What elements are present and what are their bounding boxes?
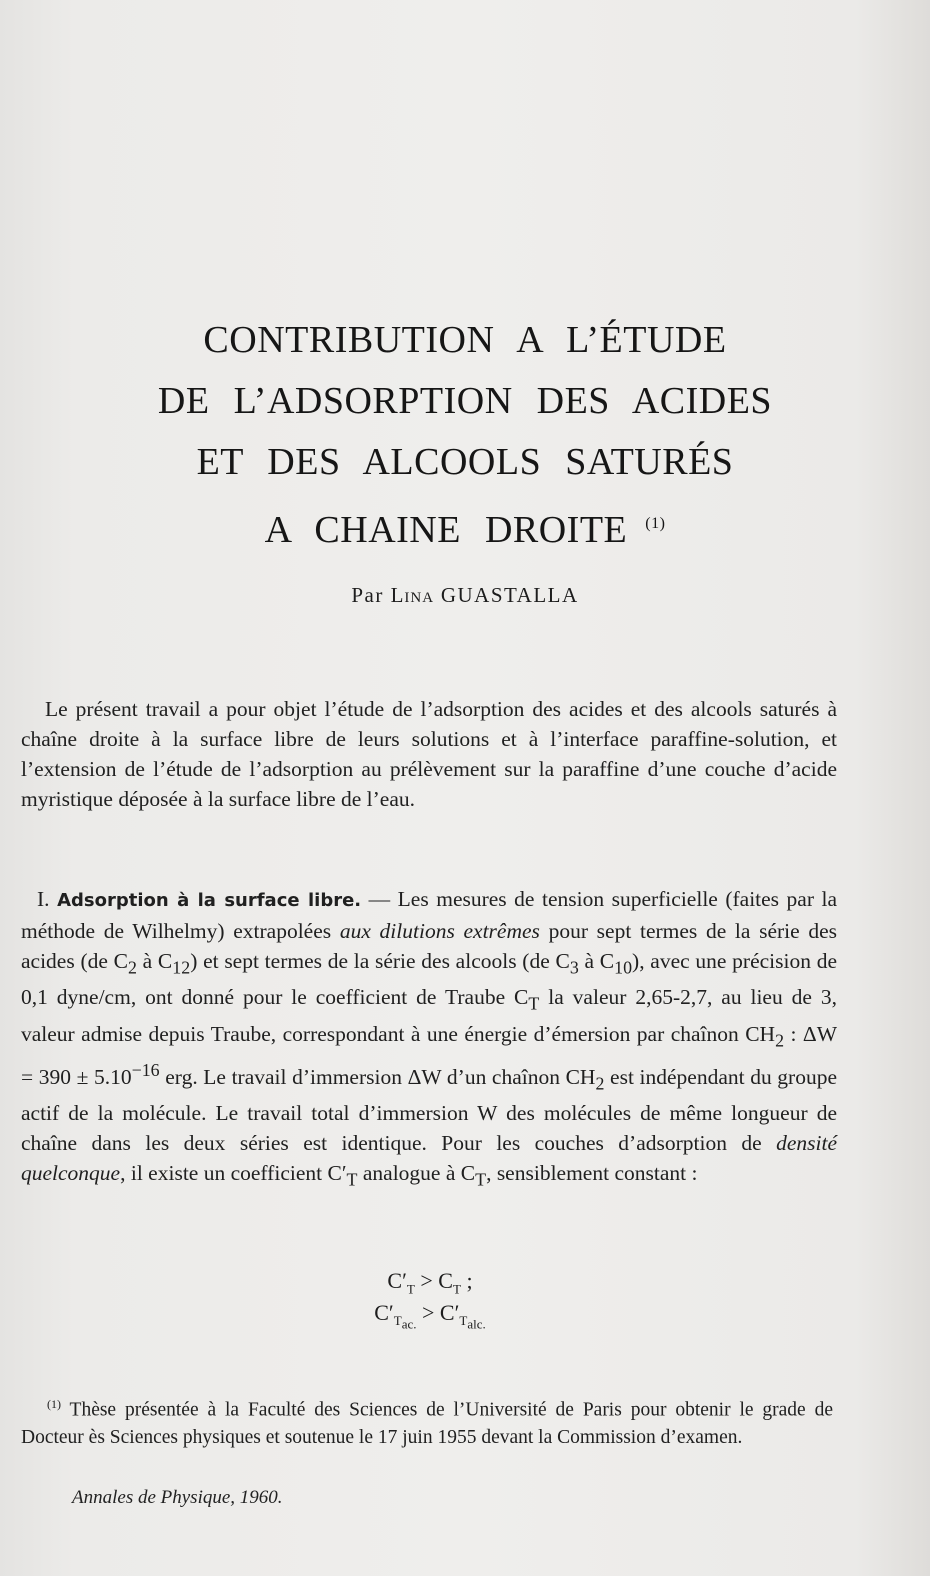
formula-subscript-main: T — [459, 1313, 468, 1329]
subscript: 12 — [172, 957, 191, 978]
text-run: : ΔW = 390 ± 5.10 — [21, 1021, 838, 1090]
emphasis-run: aux dilutions extrêmes — [339, 919, 540, 943]
formula-term: C′ — [374, 1300, 394, 1325]
text-run: à C — [142, 949, 173, 973]
title-line-4-text: A CHAINE DROITE — [264, 509, 628, 551]
subscript: T — [528, 993, 540, 1014]
text-run: est indépendant du groupe actif de la molécule. Le travail total d’immersion W des molécules de même longueur de chaîne dans les deux séries est identique. Pour les couches d’adsorption de — [21, 1065, 838, 1156]
formula-subscript: T — [452, 1281, 461, 1297]
author-line — [0, 583, 930, 608]
formula-punctuation: ; — [466, 1268, 473, 1293]
author-last-name: GUASTALLA — [440, 583, 579, 607]
formula-term: C′ — [439, 1300, 460, 1325]
text-run: erg. Le travail d’immersion ΔW d’un chaînon CH — [165, 1065, 596, 1090]
text-run: ) et sept termes de la série des alcools (de C — [190, 949, 570, 973]
section-dash: — — [368, 887, 391, 911]
subscript: 3 — [569, 957, 579, 978]
title-line-1: CONTRIBUTION A L’ÉTUDE — [203, 319, 727, 361]
journal-reference: Annales de Physique, 1960. — [72, 1487, 283, 1508]
formula-subscript — [393, 1313, 417, 1332]
author-first-name: Lina — [390, 583, 435, 607]
text-run: la valeur 2,65-2,7, au lieu de 3, valeur admise depuis Traube, correspondant à une énergie d’émersion par chaînon CH — [21, 985, 837, 1046]
formula-subscript-secondary: alc. — [467, 1316, 486, 1332]
formula-operator: > — [420, 1268, 433, 1293]
subscript: T — [346, 1169, 358, 1190]
formula-subscript-main: T — [393, 1313, 402, 1329]
subscript: 10 — [614, 957, 633, 978]
title-line-3: ET DES ALCOOLS SATURÉS — [196, 441, 734, 483]
footnote-mark: (1) — [47, 1397, 61, 1411]
subscript: 2 — [775, 1029, 785, 1050]
text-run: ), avec une précision de 0,1 dyne/cm, ont donné pour le coefficient de Traube C — [21, 949, 838, 1010]
formula-operator: > — [421, 1300, 435, 1325]
formula-subscript-secondary: ac. — [401, 1316, 417, 1332]
text-run: Les mesures de tension superficielle (faites par la méthode de Wilhelmy) extrapolées — [21, 887, 838, 943]
abstract-paragraph: Le présent travail a pour objet l’étude de l’adsorption des acides et des alcools saturés à chaîne droite à la surface libre de leurs solutions et à l’interface paraffine-solution, et l’extension de l’étude de l’adsorption au prélèvement sur la paraffine d’une couche d’acide myristique déposée à la surface libre de l’eau. — [21, 697, 837, 811]
footnote — [21, 1391, 833, 1451]
subscript: T — [475, 1169, 487, 1190]
formula-line-1 — [0, 1268, 860, 1297]
author-prefix: Par — [351, 583, 384, 607]
formula-line-2 — [0, 1300, 860, 1333]
text-run: pour sept termes de la série des acides (de C — [21, 919, 838, 973]
formula-term: C′ — [387, 1268, 407, 1293]
formula-subscript: T — [406, 1281, 415, 1297]
title-line-4 — [0, 493, 930, 561]
formula-term: C — [438, 1268, 453, 1293]
subscript: 2 — [595, 1073, 605, 1094]
formula-subscript — [459, 1313, 486, 1332]
subscript: 2 — [127, 957, 137, 978]
title-footnote-mark: (1) — [645, 515, 666, 532]
section-number: I. — [37, 887, 50, 911]
text-run: analogue à C — [362, 1161, 476, 1186]
footnote-text: Thèse présentée à la Faculté des Sciences de l’Université de Paris pour obtenir le grade de Docteur ès Sciences physiques et soutenue le 17 juin 1955 devant la Commission d’examen. — [21, 1399, 833, 1448]
section-1-paragraph — [21, 884, 837, 1195]
text-run: à C — [584, 949, 615, 973]
emphasis-run: densité quelconque — [21, 1131, 837, 1186]
article-title — [0, 310, 930, 561]
text-run: , sensiblement constant : — [486, 1161, 698, 1186]
superscript: −16 — [131, 1059, 160, 1080]
text-run: , il existe un coefficient C′ — [120, 1161, 347, 1186]
title-line-2: DE L’ADSORPTION DES ACIDES — [157, 380, 773, 422]
section-heading: Adsorption à la surface libre. — [57, 890, 362, 911]
